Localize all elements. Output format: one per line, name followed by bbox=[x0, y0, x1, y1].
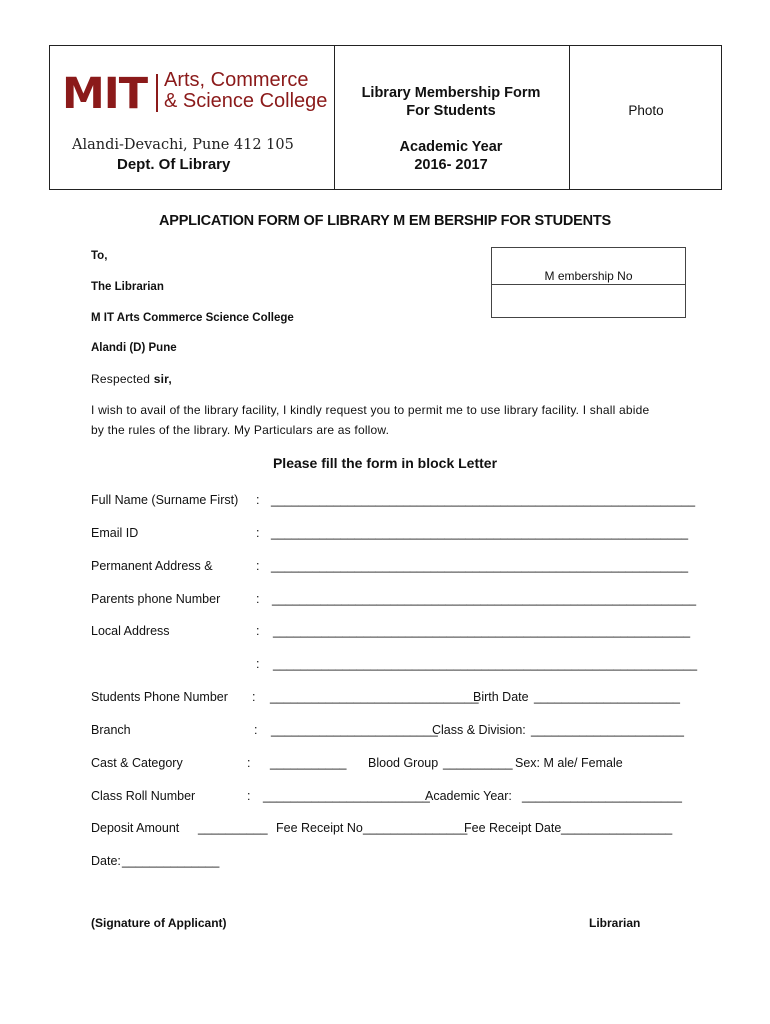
deposit-amount-field[interactable]: __________ bbox=[198, 821, 268, 835]
department-name: Dept. Of Library bbox=[117, 156, 231, 173]
class-division-label: Class & Division: bbox=[432, 723, 526, 737]
logo-line-1: Arts, Commerce bbox=[164, 69, 309, 91]
fee-receipt-no-label: Fee Receipt No bbox=[276, 821, 363, 835]
form-title-line-2: For Students bbox=[406, 103, 496, 119]
letter-recipient: The Librarian bbox=[91, 281, 164, 293]
applicant-signature-label: (Signature of Applicant) bbox=[91, 916, 227, 930]
letter-body-line-2: by the rules of the library. My Particulars are as follow. bbox=[91, 423, 390, 437]
fee-receipt-date-label: Fee Receipt Date bbox=[464, 821, 562, 835]
college-address: Alandi-Devachi, Pune 412 105 bbox=[72, 137, 294, 153]
logo-separator bbox=[156, 74, 158, 112]
membership-number-label: M embership No bbox=[544, 269, 633, 283]
email-field[interactable]: ____________________________________________________________ bbox=[271, 526, 689, 540]
field-separator: : bbox=[254, 723, 258, 737]
branch-label: Branch bbox=[91, 723, 131, 737]
field-separator: : bbox=[256, 657, 260, 671]
academic-year-field[interactable]: _______________________ bbox=[522, 789, 682, 803]
photo-box-label: Photo bbox=[628, 103, 664, 118]
page-title: APPLICATION FORM OF LIBRARY M EM BERSHIP FOR STUDENTS bbox=[158, 213, 612, 229]
cast-category-label: Cast & Category bbox=[91, 756, 183, 770]
salutation-sir: sir, bbox=[153, 372, 172, 386]
letter-to: To, bbox=[91, 250, 108, 262]
full-name-field[interactable]: _____________________________________________________________ bbox=[271, 493, 696, 507]
field-separator: : bbox=[256, 624, 260, 638]
form-instruction: Please fill the form in block Letter bbox=[272, 455, 498, 471]
student-phone-label: Students Phone Number bbox=[91, 690, 228, 704]
letter-salutation bbox=[91, 372, 172, 386]
class-roll-label: Class Roll Number bbox=[91, 789, 196, 803]
date-field[interactable]: ______________ bbox=[122, 854, 220, 868]
fee-receipt-no-field[interactable]: _______________ bbox=[363, 821, 468, 835]
permanent-address-label: Permanent Address & bbox=[91, 559, 213, 573]
local-address-label: Local Address bbox=[91, 624, 170, 638]
field-separator: : bbox=[256, 592, 260, 606]
salutation-text: Respected bbox=[91, 372, 154, 386]
form-title-line-1: Library Membership Form bbox=[361, 85, 541, 101]
form-title bbox=[335, 84, 567, 120]
logo-mark: MIT bbox=[62, 69, 148, 119]
permanent-address-field[interactable]: ____________________________________________________________ bbox=[271, 559, 689, 573]
letter-college: M IT Arts Commerce Science College bbox=[91, 312, 294, 324]
field-separator: : bbox=[256, 559, 260, 573]
cast-category-field[interactable]: ___________ bbox=[270, 756, 347, 770]
local-address-field-2[interactable]: _____________________________________________________________ bbox=[273, 657, 698, 671]
letter-body-line-1: I wish to avail of the library facility, I kindly request you to permit me to use library facility. I shall abide bbox=[91, 403, 650, 417]
branch-field[interactable]: ________________________ bbox=[271, 723, 438, 737]
parents-phone-label: Parents phone Number bbox=[91, 592, 221, 606]
academic-year-value: 2016- 2017 bbox=[414, 157, 488, 173]
letter-place: Alandi (D) Pune bbox=[91, 342, 177, 354]
membership-number-divider bbox=[492, 284, 685, 285]
field-separator: : bbox=[256, 526, 260, 540]
academic-year-field-label: Academic Year: bbox=[425, 789, 512, 803]
logo-line-2: & Science College bbox=[164, 90, 328, 112]
sex-label: Sex: M ale/ Female bbox=[515, 756, 623, 770]
academic-year-label: Academic Year bbox=[399, 139, 503, 155]
field-separator: : bbox=[247, 789, 251, 803]
librarian-signature-label: Librarian bbox=[589, 916, 641, 930]
date-label: Date: bbox=[91, 854, 121, 868]
fee-receipt-date-field[interactable]: ________________ bbox=[561, 821, 673, 835]
local-address-field[interactable]: ____________________________________________________________ bbox=[273, 624, 691, 638]
field-separator: : bbox=[256, 493, 260, 507]
full-name-label: Full Name (Surname First) bbox=[91, 493, 239, 507]
parents-phone-field[interactable]: _____________________________________________________________ bbox=[272, 592, 697, 606]
deposit-amount-label: Deposit Amount bbox=[91, 821, 180, 835]
blood-group-field[interactable]: __________ bbox=[443, 756, 513, 770]
class-division-field[interactable]: ______________________ bbox=[531, 723, 684, 737]
membership-number-box[interactable] bbox=[491, 247, 686, 318]
email-label: Email ID bbox=[91, 526, 139, 540]
field-separator: : bbox=[252, 690, 256, 704]
birth-date-label: Birth Date bbox=[473, 690, 529, 704]
academic-year bbox=[335, 138, 567, 174]
class-roll-field[interactable]: ________________________ bbox=[263, 789, 430, 803]
student-phone-field[interactable]: ______________________________ bbox=[270, 690, 479, 704]
logo-text bbox=[164, 70, 327, 112]
birth-date-field[interactable]: _____________________ bbox=[534, 690, 680, 704]
blood-group-label: Blood Group bbox=[368, 756, 439, 770]
field-separator: : bbox=[247, 756, 251, 770]
